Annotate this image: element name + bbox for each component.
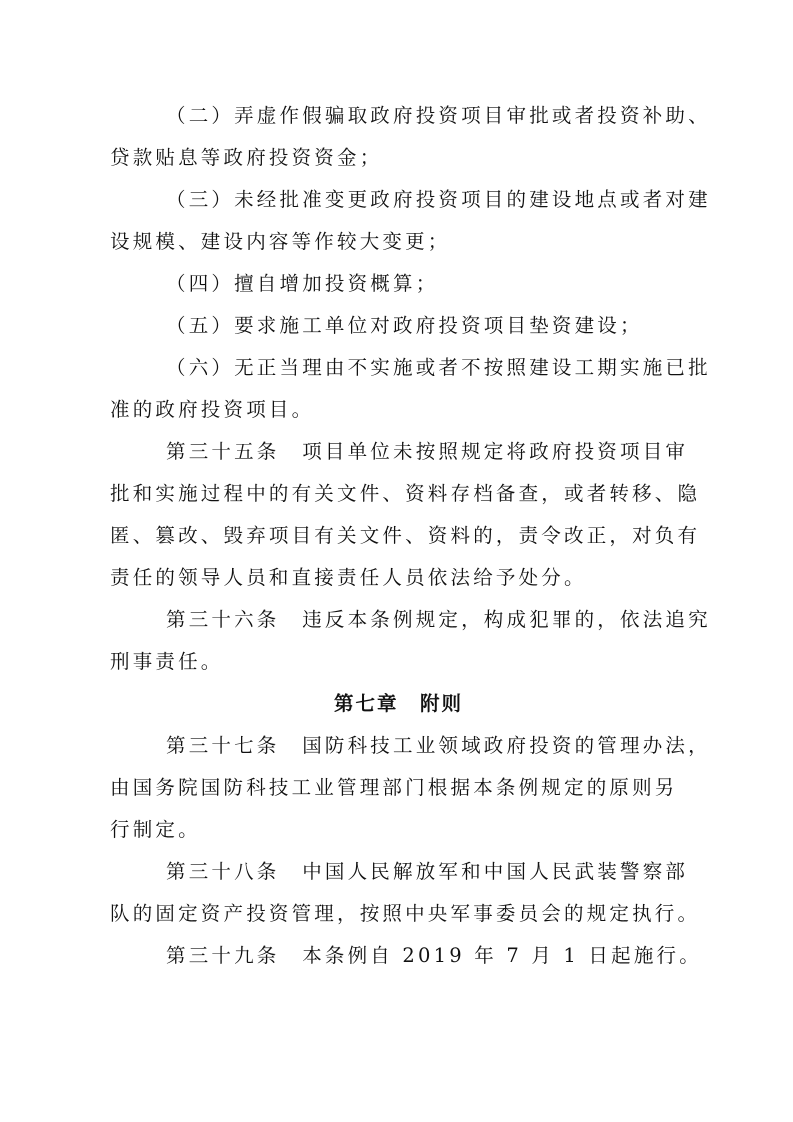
text-line: 由国务院国防科技工业管理部门根据本条例规定的原则另	[110, 776, 678, 799]
text-line: 责任的领导人员和直接责任人员依法给予处分。	[110, 566, 587, 589]
article-36-first-line: 第三十六条 违反本条例规定，构成犯罪的，依法追究	[166, 608, 711, 631]
text-line: 刑事责任。	[110, 650, 224, 673]
text-line: 行制定。	[110, 818, 201, 841]
text-line: 设规模、建设内容等作较大变更；	[110, 230, 451, 253]
text-line: 队的固定资产投资管理，按照中央军事委员会的规定执行。	[110, 902, 701, 925]
text-line: （五）要求施工单位对政府投资项目垫资建设；	[166, 314, 643, 337]
article-37-first-line: 第三十七条 国防科技工业领域政府投资的管理办法，	[166, 734, 711, 757]
article-39-line: 第三十九条 本条例自 2019 年 7 月 1 日起施行。	[166, 944, 702, 967]
text-line: 匿、篡改、毁弃项目有关文件、资料的，责令改正，对负有	[110, 524, 701, 547]
text-line: （四）擅自增加投资概算；	[166, 272, 439, 295]
article-38-first-line: 第三十八条 中国人民解放军和中国人民武装警察部	[166, 860, 689, 883]
text-line: 贷款贴息等政府投资资金；	[110, 146, 383, 169]
text-line: 批和实施过程中的有关文件、资料存档备查，或者转移、隐	[110, 482, 701, 505]
text-line: （三）未经批准变更政府投资项目的建设地点或者对建	[166, 188, 711, 211]
text-line: 准的政府投资项目。	[110, 398, 315, 421]
article-35-first-line: 第三十五条 项目单位未按照规定将政府投资项目审	[166, 440, 689, 463]
chapter-heading: 第七章 附则	[333, 692, 463, 715]
text-line: （六）无正当理由不实施或者不按照建设工期实施已批	[166, 356, 711, 379]
text-line: （二）弄虚作假骗取政府投资项目审批或者投资补助、	[166, 104, 711, 127]
